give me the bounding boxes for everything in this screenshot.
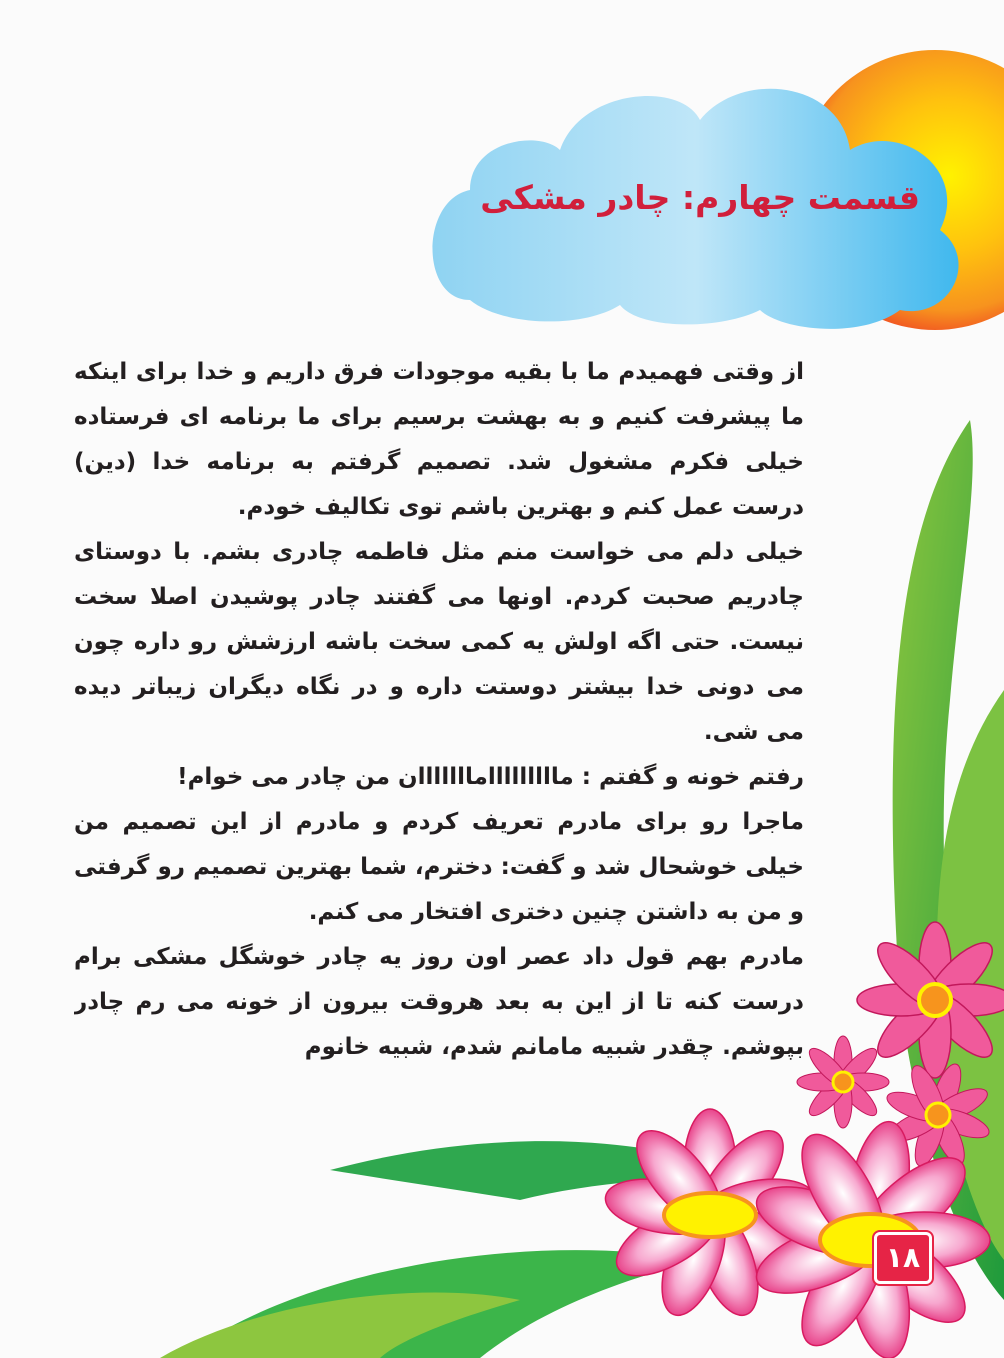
story-text [74,350,804,1110]
paragraph: ماجرا رو برای مادرم تعریف کردم و مادرم از این تصمیم من خیلی خوشحال شد و گفت: دخترم، شما بهترین تصمیم رو گرفتی و من به داشتن چنین دختری افتخار می کنم. [74,809,804,925]
paragraph: خیلی دلم می خواست منم مثل فاطمه چادری بشم. با دوستای چادریم صحبت کردم. اونها می گفتند چادر پوشیدن اصلا سخت نیست. حتی اگه اولش یه کمی سخت باشه ارزشش رو داره چون می دونی خدا بیشتر دوستت داره و در نگاه دیگران زیباتر دیده می شی. [74,539,804,745]
paragraph: رفتم خونه و گفتم : مااااااااامااااااان من چادر می خوام! [177,764,804,790]
paragraph: مادرم بهم قول داد عصر اون روز یه چادر خوشگل مشکی برام درست کنه تا از این به بعد هروقت بیرون از خونه می رم چادر بپوشم. چقدر شبیه مامانم شدم، شبیه خانوم [74,944,804,1060]
flower-icon [797,1036,889,1128]
flower-icon [857,922,1004,1078]
page-number: ۱۸ [874,1232,932,1284]
paragraph: از وقتی فهمیدم ما با بقیه موجودات فرق داریم و خدا برای اینکه ما پیشرفت کنیم و به بهشت برسیم برای ما برنامه ای فرستاده خیلی فکرم مشغول شد. تصمیم گرفتم به برنامه خدا (دین) درست عمل کنم و بهترین باشم توی تکالیف خودم. [74,359,804,520]
page-title: قسمت چهارم: چادر مشکی [480,178,920,217]
